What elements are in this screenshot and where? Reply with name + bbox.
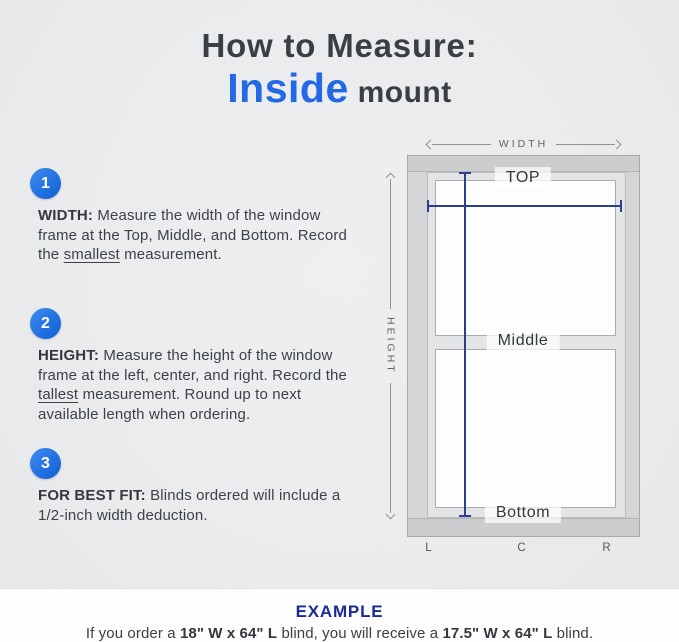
step-1-label: WIDTH:: [38, 207, 94, 224]
step-1-number-badge: 1: [30, 168, 61, 199]
example-ordered-size: 18" W x 64" L: [179, 625, 278, 642]
title-block: [0, 27, 679, 120]
step-2-text: [38, 346, 358, 424]
arrow-right-icon: [612, 139, 622, 149]
example-footer: [0, 588, 679, 642]
label-bottom: Bottom: [485, 502, 561, 523]
step-2-body-after: measurement. Round up to next available length when ordering.: [38, 386, 302, 423]
step-1-body-after: measurement.: [119, 246, 222, 263]
window-pane-bottom: [435, 349, 616, 508]
arrow-down-icon: [386, 510, 396, 520]
step-3: [30, 448, 358, 525]
step-2-body: Measure the height of the window frame at the left, center, and right. Record the: [38, 347, 348, 384]
example-heading: EXAMPLE: [295, 602, 384, 621]
arrow-line: [432, 144, 491, 145]
step-2-number-badge: 2: [30, 308, 61, 339]
arrow-line: [556, 144, 615, 145]
step-1: [30, 168, 358, 265]
tick-left: L: [425, 542, 433, 554]
page-title-line1: How to Measure:: [201, 27, 478, 64]
step-1-underlined-word: smallest: [63, 246, 120, 263]
step-3-body: Blinds ordered will include a 1/2-inch width deduction.: [38, 487, 341, 524]
page-title-line2: [0, 66, 679, 120]
title-rest-mount: mount: [348, 76, 452, 109]
arrow-line: [390, 179, 391, 309]
arrow-up-icon: [386, 173, 396, 183]
width-measure-arrow: [427, 137, 620, 151]
example-suffix: blind.: [552, 625, 594, 642]
height-measure-arrow: [383, 174, 398, 518]
example-middle: blind, you will receive a: [277, 625, 443, 642]
step-3-text: [38, 486, 358, 525]
width-arrow-label: WIDTH: [498, 138, 549, 150]
label-middle: Middle: [487, 330, 560, 351]
step-1-body: Measure the width of the window frame at the Top, Middle, and Bottom. Record the: [38, 207, 347, 263]
example-prefix: If you order a: [85, 625, 180, 642]
width-measurement-line: [427, 205, 622, 207]
label-top: TOP: [495, 167, 551, 188]
step-3-number-badge: 3: [30, 448, 61, 479]
step-2: [30, 308, 358, 424]
example-sentence: [0, 625, 679, 642]
step-2-label: HEIGHT:: [38, 347, 100, 364]
height-arrow-label: HEIGHT: [384, 317, 397, 375]
window-pane-top: [435, 180, 616, 336]
arrow-line: [390, 383, 391, 513]
arrow-left-icon: [426, 139, 436, 149]
step-1-text: [38, 206, 358, 265]
title-accent-inside: Inside: [227, 65, 349, 111]
tick-center: C: [517, 542, 527, 554]
height-measurement-line: [464, 172, 466, 517]
tick-right: R: [602, 542, 612, 554]
example-received-size: 17.5" W x 64" L: [442, 625, 553, 642]
step-2-underlined-word: tallest: [38, 386, 79, 403]
step-3-label: FOR BEST FIT:: [38, 487, 146, 504]
